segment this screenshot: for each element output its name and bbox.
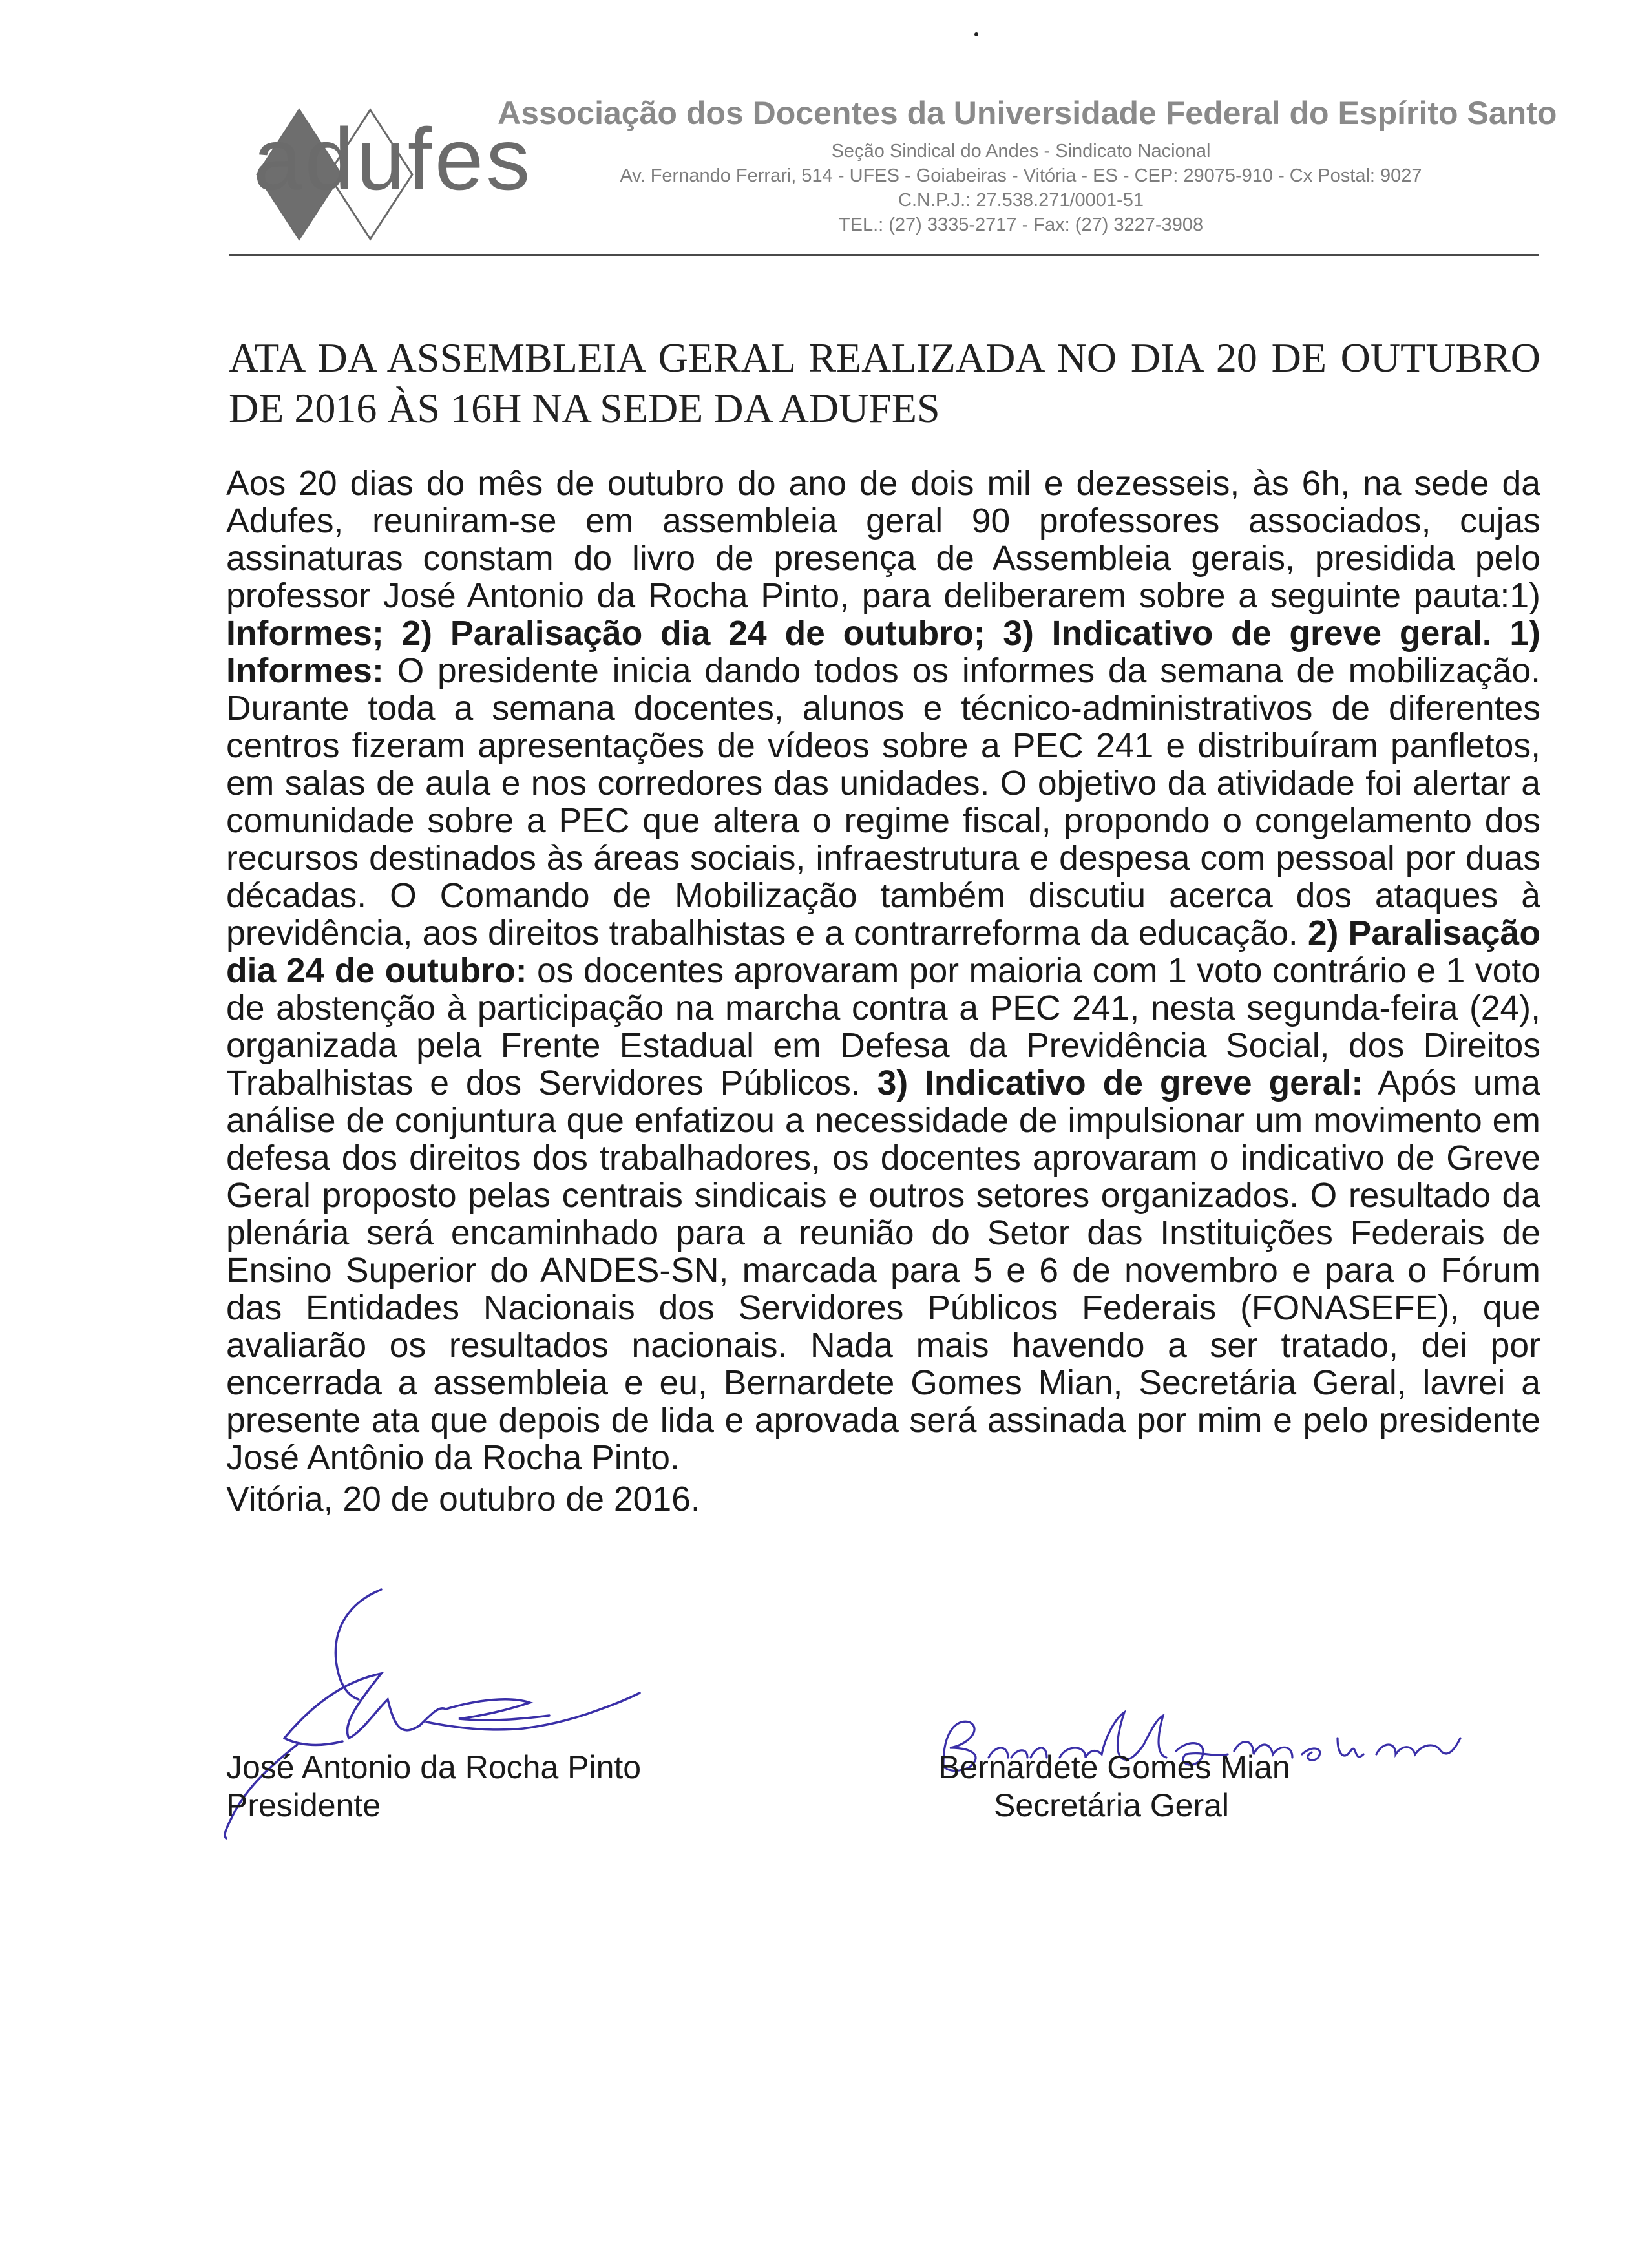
logo-wordmark: adufes: [253, 110, 533, 208]
header-address-line: Av. Fernando Ferrari, 514 - UFES - Goiabeiras - Vitória - ES - CEP: 29075-910 - Cx Postal: 9027: [620, 165, 1422, 186]
organization-name: Associação dos Docentes da Universidade Federal do Espírito Santo: [498, 95, 1557, 131]
place-and-date: Vitória, 20 de outubro de 2016.: [226, 1480, 700, 1518]
header-divider: [229, 254, 1539, 256]
body-heading-run: 2) Paralisação dia 24 de outubro:: [226, 914, 1540, 990]
header-cnpj-line: C.N.P.J.: 27.538.271/0001-51: [898, 190, 1144, 211]
document-title: ATA DA ASSEMBLEIA GERAL REALIZADA NO DIA 20 DE OUTUBRO DE 2016 ÀS 16H NA SEDE DA ADUFES: [229, 335, 1540, 431]
body-text-run: Aos 20 dias do mês de outubro do ano de dois mil e dezesseis, às 6h, na sede da Adufes, reuniram-se em assembleia geral 90 professores associados, cujas assinaturas constam do livro de presença de Assembleia gerais, presidida pelo professor José Antonio da Rocha Pinto, para deliberarem sobre a seguinte pauta:1): [226, 465, 1540, 615]
body-heading-run: 3) Indicativo de greve geral:: [877, 1064, 1363, 1102]
secretary-name: Bernardete Gomes Mian: [938, 1749, 1290, 1785]
body-text-run: os docentes aprovaram por maioria com 1 voto contrário e 1 voto de abstenção à participação na marcha contra a PEC 241, nesta segunda-feira (24), organizada pela Frente Estadual em Defesa da Previdência Social, dos Direitos Trabalhistas e dos Servidores Públicos.: [226, 952, 1540, 1102]
secretary-title: Secretária Geral: [994, 1787, 1230, 1823]
body-heading-run: Informes; 2) Paralisação dia 24 de outubro; 3) Indicativo de greve geral. 1) Informes:: [226, 614, 1540, 690]
header-section-line: Seção Sindical do Andes - Sindicato Nacional: [831, 141, 1211, 162]
scan-mark: [974, 32, 978, 36]
president-title: Presidente: [226, 1787, 381, 1823]
body-text-run: Após uma análise de conjuntura que enfatizou a necessidade de impulsionar um movimento em defesa dos direitos dos trabalhadores, os docentes aprovaram o indicativo de Greve Geral proposto pelas centrais sindicais e outros setores organizados. O resultado da plenária será encaminhado para a reunião do Setor das Instituições Federais de Ensino Superior do ANDES-SN, marcada para 5 e 6 de novembro e para o Fórum das Entidades Nacionais dos Servidores Públicos Federais (FONASEFE), que avaliarão os resultados nacionais. Nada mais havendo a ser tratado, dei por encerrada a assembleia e eu, Bernardete Gomes Mian, Secretária Geral, lavrei a presente ata que depois de lida e aprovada será assinada por mim e pelo presidente José Antônio da Rocha Pinto.: [226, 1064, 1540, 1477]
header-phone-line: TEL.: (27) 3335-2717 - Fax: (27) 3227-3908: [838, 215, 1204, 235]
body-text-run: O presidente inicia dando todos os informes da semana de mobilização. Durante toda a semana docentes, alunos e técnico-administrativos de diferentes centros fizeram apresentações de vídeos sobre a PEC 241 e distribuíram panfletos, em salas de aula e nos corredores das unidades. O objetivo da atividade foi alertar a comunidade sobre a PEC que altera o regime fiscal, propondo o congelamento dos recursos destinados às áreas sociais, infraestrutura e despesa com pessoal por duas décadas. O Comando de Mobilização também discutiu acerca dos ataques à previdência, aos direitos trabalhistas e a contrarreforma da educação.: [226, 652, 1540, 952]
minutes-body: [226, 465, 1540, 1477]
president-name: José Antonio da Rocha Pinto: [226, 1749, 642, 1785]
